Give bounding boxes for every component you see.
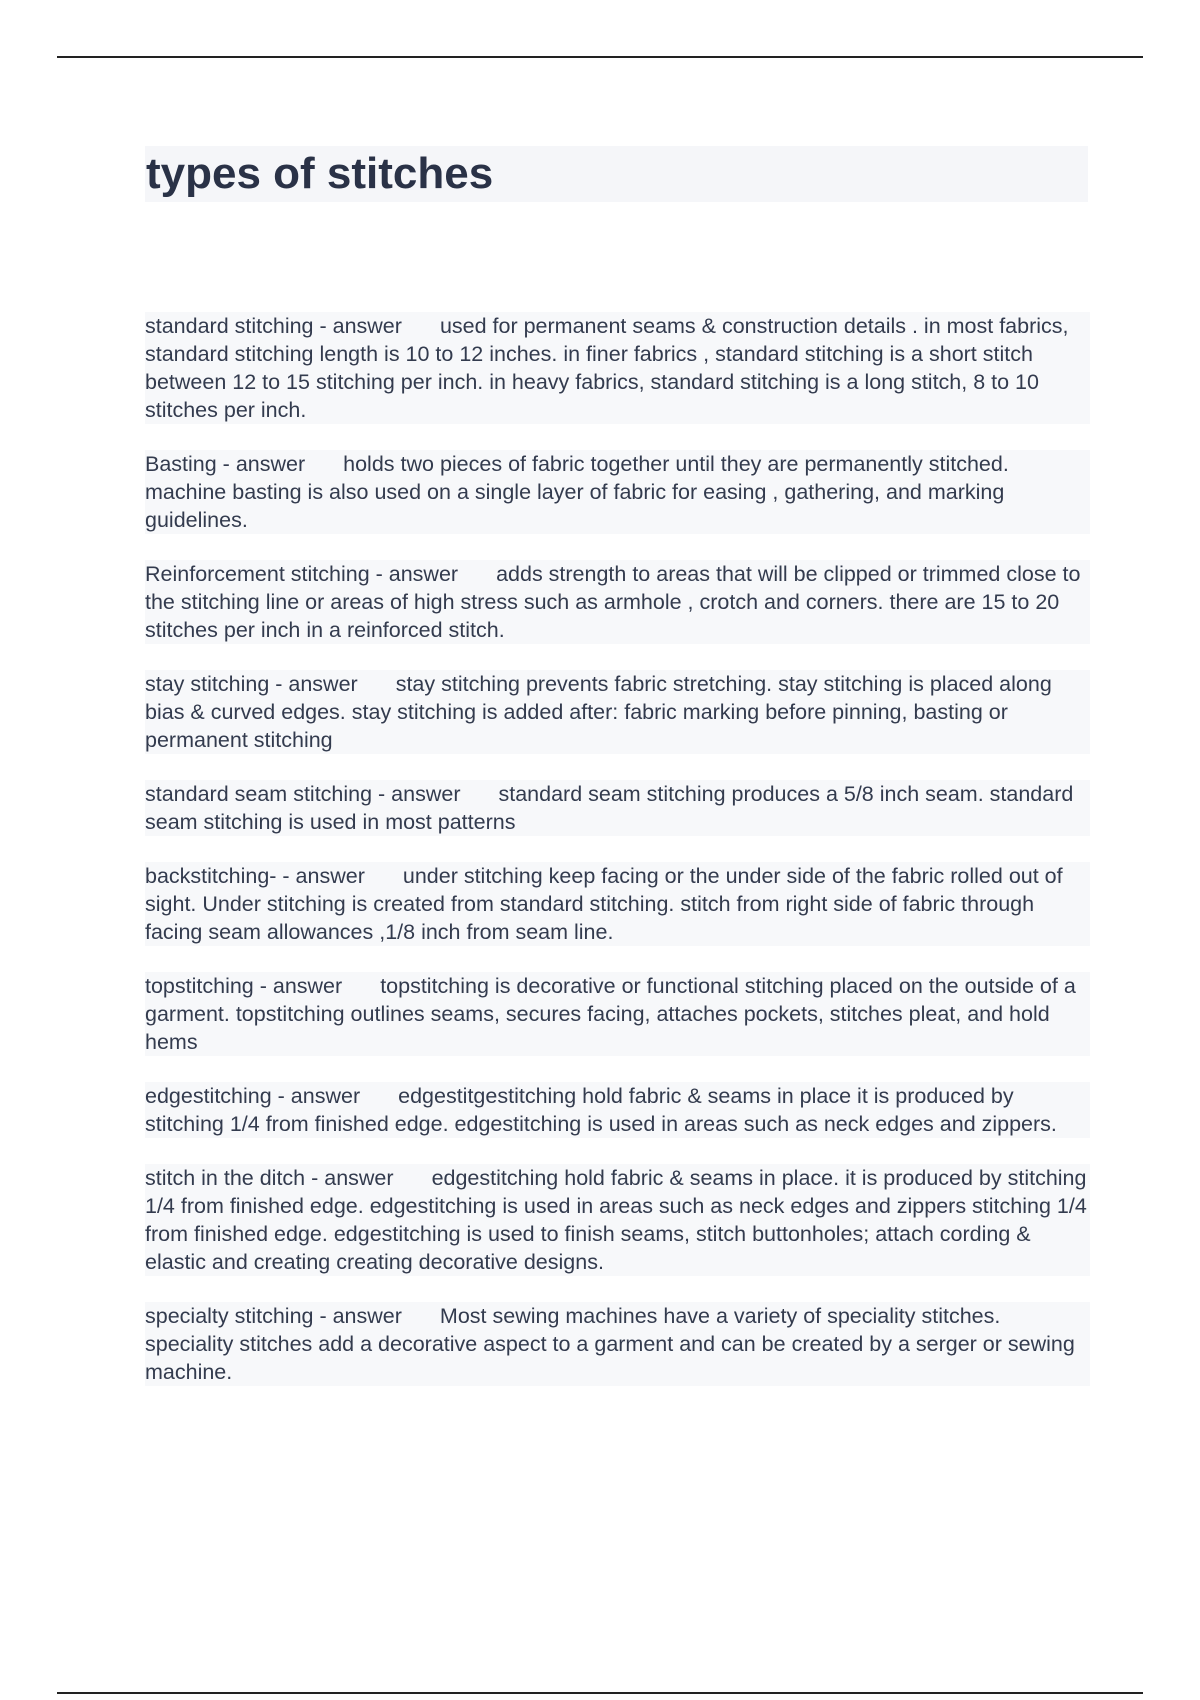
flashcard-entry [145, 450, 1090, 534]
flashcard-entry [145, 1164, 1090, 1276]
flashcard-entry [145, 560, 1090, 644]
entry-definition: holds two pieces of fabric together until they are permanently stitched. machine basting is also used on a single layer of fabric for easing , gathering, and marking guidelines. [145, 452, 1009, 532]
entry-definition: topstitching is decorative or functional stitching placed on the outside of a garment. topstitching outlines seams, secures facing, attaches pockets, stitches pleat, and hold hems [145, 974, 1076, 1054]
entry-term: standard seam stitching - answer [145, 782, 461, 806]
entry-definition: edgestitgestitching hold fabric & seams in place it is produced by stitching 1/4 from finished edge. edgestitching is used in areas such as neck edges and zippers. [145, 1084, 1057, 1136]
entry-definition: edgestitching hold fabric & seams in place. it is produced by stitching 1/4 from finished edge. edgestitching is used in areas such as neck edges and zippers stitching 1/4 from finished edge. edgestitching is used to finish seams, stitch buttonholes; attach cording & elastic and creating creating decorative designs. [145, 1166, 1087, 1274]
flashcard-entry [145, 670, 1090, 754]
flashcard-entry [145, 972, 1090, 1056]
entry-term: specialty stitching - answer [145, 1304, 402, 1328]
flashcard-entry [145, 312, 1090, 424]
entry-term: Reinforcement stitching - answer [145, 562, 459, 586]
flashcard-list [145, 312, 1090, 1412]
entry-definition: stay stitching prevents fabric stretching. stay stitching is placed along bias & curved edges. stay stitching is added after: fabric marking before pinning, basting or permanent stitching [145, 672, 1052, 752]
flashcard-entry [145, 1302, 1090, 1386]
entry-term: backstitching- - answer [145, 864, 365, 888]
entry-definition: under stitching keep facing or the under side of the fabric rolled out of sight. Under stitching is created from standard stitching. stitch from right side of fabric through facing seam allowances ,1/8 inch from seam line. [145, 864, 1063, 944]
entry-term: stay stitching - answer [145, 672, 358, 696]
entry-definition: adds strength to areas that will be clipped or trimmed close to the stitching line or areas of high stress such as armhole , crotch and corners. there are 15 to 20 stitches per inch in a reinforced stitch. [145, 562, 1081, 642]
flashcard-entry [145, 780, 1090, 836]
entry-term: topstitching - answer [145, 974, 343, 998]
flashcard-entry [145, 862, 1090, 946]
entry-term: edgestitching - answer [145, 1084, 361, 1108]
entry-term: stitch in the ditch - answer [145, 1166, 394, 1190]
entry-definition: standard seam stitching produces a 5/8 inch seam. standard seam stitching is used in most patterns [145, 782, 1074, 834]
bottom-rule [57, 1692, 1143, 1694]
page-title: types of stitches [146, 149, 494, 198]
flashcard-entry [145, 1082, 1090, 1138]
entry-definition: used for permanent seams & construction details . in most fabrics, standard stitching length is 10 to 12 inches. in finer fabrics , standard stitching is a short stitch between 12 to 15 stitching per inch. in heavy fabrics, standard stitching is a long stitch, 8 to 10 stitches per inch. [145, 314, 1069, 422]
entry-term: Basting - answer [145, 452, 306, 476]
entry-definition: Most sewing machines have a variety of speciality stitches. speciality stitches add a decorative aspect to a garment and can be created by a serger or sewing machine. [145, 1304, 1075, 1384]
entry-term: standard stitching - answer [145, 314, 402, 338]
top-rule [57, 56, 1143, 58]
